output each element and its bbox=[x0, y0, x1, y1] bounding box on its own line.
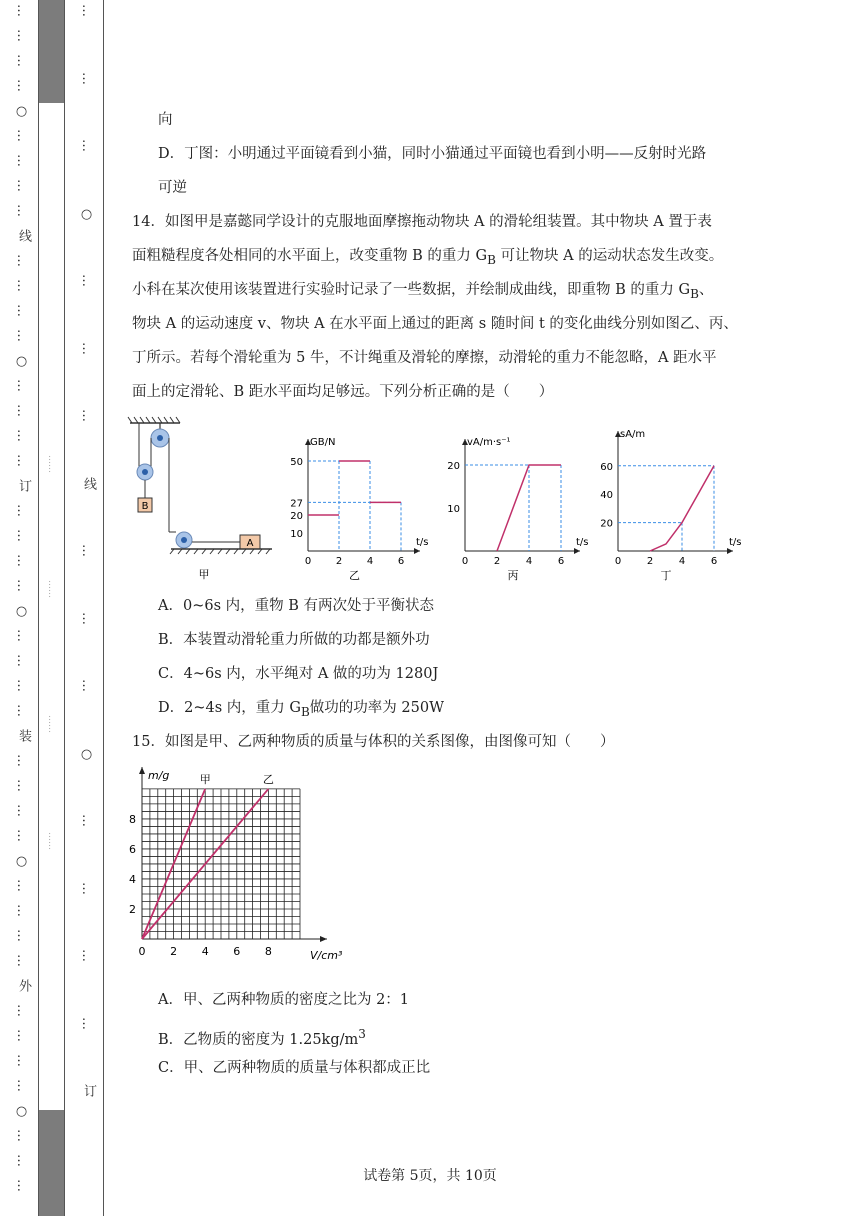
q15-option-b: B．乙物质的密度为 $1.25kg/m^3$ bbox=[158, 1027, 366, 1048]
x-tick-label: 2 bbox=[170, 945, 178, 958]
binding-mark: … bbox=[14, 1054, 29, 1067]
binding-mid-mark: …… bbox=[46, 580, 56, 598]
binding-mark: … bbox=[14, 79, 29, 92]
binding-mark: … bbox=[79, 544, 94, 557]
q14-option-a: A．0~6s 内，重物 B 有两次处于平衡状态 bbox=[158, 598, 434, 614]
y-tick-label: 10 bbox=[290, 529, 303, 540]
binding-mark: … bbox=[14, 429, 29, 442]
binding-mark: … bbox=[14, 929, 29, 942]
binding-margin bbox=[0, 0, 104, 1216]
binding-mark: 外 bbox=[16, 979, 31, 992]
x-axis-arrow bbox=[574, 548, 580, 554]
binding-mark: … bbox=[14, 1029, 29, 1042]
y-axis-label: m/g bbox=[148, 769, 170, 782]
q13-continuation: 向 bbox=[158, 112, 173, 128]
ceiling-hatch bbox=[128, 417, 180, 423]
binding-mid-mark: …… bbox=[46, 455, 56, 473]
binding-mark: … bbox=[14, 254, 29, 267]
chart-mass-volume bbox=[122, 762, 352, 974]
q13-option-d-line2: 可逆 bbox=[158, 180, 187, 196]
binding-mark: … bbox=[14, 1179, 29, 1192]
figure-jia-pulley bbox=[126, 415, 276, 580]
binding-mark: … bbox=[79, 679, 94, 692]
chart-title: 丁 bbox=[660, 569, 672, 582]
chart-title: 丙 bbox=[507, 569, 519, 582]
chart-title: 乙 bbox=[349, 569, 360, 582]
binding-mark: … bbox=[14, 1004, 29, 1017]
binding-mark: … bbox=[79, 881, 94, 895]
binding-mark: … bbox=[14, 4, 29, 17]
binding-mark: … bbox=[14, 154, 29, 167]
x-axis-label: t/s bbox=[576, 537, 589, 548]
binding-mark: … bbox=[14, 504, 29, 517]
y-tick-label: 50 bbox=[290, 457, 303, 468]
y-tick-label: 8 bbox=[129, 812, 136, 826]
binding-mark: … bbox=[79, 341, 94, 355]
y-tick-label: 20 bbox=[447, 461, 460, 472]
binding-mark: … bbox=[14, 179, 29, 192]
y-axis-label: GB/N bbox=[310, 437, 336, 448]
x-tick-label: 6 bbox=[397, 556, 405, 567]
x-tick-label: 4 bbox=[525, 556, 533, 567]
q14-stem-line3: 小科在某次使用该装置进行实验时记录了一些数据，并绘制成曲线，即重物 B 的重力 $G_B$、 bbox=[132, 282, 714, 301]
q14-option-c: C．4~6s 内，水平绳对 A 做的功为 1280J bbox=[158, 666, 439, 682]
binding-mark: ○ bbox=[14, 354, 29, 369]
x-tick-label: 2 bbox=[493, 556, 501, 567]
x-tick-label: 2 bbox=[335, 556, 343, 567]
q14-stem-line5: 丁所示。若每个滑轮重为 5 牛，不计绳重及滑轮的摩擦，动滑轮的重力不能忽略，A 距水平 bbox=[132, 350, 717, 366]
binding-mark: ○ bbox=[79, 206, 94, 222]
chart-yi bbox=[283, 425, 428, 580]
series-label-jia: 甲 bbox=[199, 772, 211, 786]
y-tick-label: 4 bbox=[129, 872, 136, 886]
binding-mark: … bbox=[79, 611, 94, 625]
binding-mark: … bbox=[14, 279, 29, 292]
binding-mid-mark: …… bbox=[46, 832, 56, 850]
q14-stem-line4: 物块 A 的运动速度 v、物块 A 在水平面上通过的距离 s 随时间 t 的变化曲线分别如图乙、丙、 bbox=[132, 316, 738, 332]
q14-stem-line2: 面粗糙程度各处相同的水平面上，改变重物 B 的重力 $G_B$ 可让物块 A 的运动状态发生改变。 bbox=[132, 248, 724, 267]
binding-mark: … bbox=[14, 654, 29, 667]
page-footer: 试卷第 5页，共 10页 bbox=[363, 1168, 497, 1184]
y-tick-label: 20 bbox=[290, 511, 303, 522]
binding-mark: … bbox=[79, 274, 94, 287]
binding-line-1 bbox=[38, 0, 39, 1216]
binding-mark: 线 bbox=[81, 476, 96, 490]
binding-mark: … bbox=[79, 814, 94, 827]
y-tick-label: 40 bbox=[600, 490, 613, 502]
binding-mark: … bbox=[14, 454, 29, 467]
binding-mark: 线 bbox=[16, 229, 31, 242]
binding-mark: … bbox=[14, 1154, 29, 1167]
x-tick-label: 2 bbox=[646, 556, 654, 567]
chart-bing bbox=[443, 425, 588, 580]
x-axis-arrow bbox=[414, 548, 420, 554]
q14-stem-line1: 14．如图甲是嘉懿同学设计的克服地面摩擦拖动物块 A 的滑轮组装置。其中物块 A 置于表 bbox=[132, 214, 712, 230]
binding-line-3 bbox=[103, 0, 104, 1216]
binding-mark: … bbox=[14, 1129, 29, 1142]
binding-mark: … bbox=[14, 579, 29, 592]
q15-option-a: A．甲、乙两种物质的密度之比为 2：1 bbox=[158, 992, 410, 1008]
binding-gray-bar-top bbox=[38, 0, 64, 103]
q15-option-c: C．甲、乙两种物质的质量与体积都成正比 bbox=[158, 1060, 431, 1076]
y-axis-arrow bbox=[139, 767, 145, 774]
y-axis-label: vA/m·s⁻¹ bbox=[467, 437, 511, 448]
binding-mark: … bbox=[14, 29, 29, 42]
binding-mark: … bbox=[14, 704, 29, 717]
y-tick-label: 27 bbox=[290, 498, 303, 510]
binding-mark: ○ bbox=[14, 854, 29, 869]
binding-mark: … bbox=[79, 1016, 94, 1030]
x-axis-label: t/s bbox=[416, 537, 429, 548]
q13-option-d-line1: D．丁图：小明通过平面镜看到小猫，同时小猫通过平面镜也看到小明——反射时光路 bbox=[158, 146, 707, 162]
binding-mark: … bbox=[79, 409, 94, 422]
binding-mark: … bbox=[79, 949, 94, 962]
binding-mark: 订 bbox=[81, 1084, 96, 1097]
binding-mark: ○ bbox=[14, 104, 29, 119]
x-tick-label: 4 bbox=[678, 556, 686, 567]
x-tick-label: 8 bbox=[264, 945, 272, 958]
x-axis-arrow bbox=[727, 548, 733, 554]
binding-mark: … bbox=[14, 804, 29, 817]
binding-mark: … bbox=[14, 879, 29, 892]
binding-mark: ○ bbox=[14, 604, 29, 619]
binding-mark: ○ bbox=[79, 746, 94, 762]
block-a-label: A bbox=[246, 538, 254, 549]
x-tick-label: 4 bbox=[366, 556, 374, 567]
binding-line-2 bbox=[64, 0, 65, 1216]
y-tick-label: 10 bbox=[447, 504, 460, 515]
binding-gray-bar-bottom bbox=[38, 1110, 64, 1216]
binding-mark: … bbox=[14, 904, 29, 917]
q15-stem: 15．如图是甲、乙两种物质的质量与体积的关系图像，由图像可知（ ） bbox=[132, 734, 615, 750]
binding-mark: … bbox=[14, 679, 29, 692]
binding-mark: … bbox=[14, 1079, 29, 1092]
binding-mark: … bbox=[14, 779, 29, 792]
binding-mark: … bbox=[79, 4, 94, 17]
binding-mark: … bbox=[14, 54, 29, 67]
binding-mark: … bbox=[14, 379, 29, 392]
x-tick-label: 4 bbox=[201, 945, 209, 958]
x-tick-label: 0 bbox=[614, 556, 622, 567]
binding-mark: … bbox=[79, 71, 94, 85]
binding-mark: … bbox=[14, 529, 29, 542]
q14-option-d: D．2~4s 内，重力 $G_B$做功的功率为 250W bbox=[158, 700, 444, 719]
binding-mark: … bbox=[14, 404, 29, 417]
series-label-yi: 乙 bbox=[262, 772, 274, 786]
y-tick-label: 60 bbox=[600, 461, 613, 473]
binding-mark: … bbox=[14, 329, 29, 342]
y-tick-label: 20 bbox=[600, 518, 613, 530]
figure-jia-label: 甲 bbox=[198, 568, 210, 581]
q14-option-b: B．本装置动滑轮重力所做的功都是额外功 bbox=[158, 632, 430, 648]
block-b-label: B bbox=[141, 501, 149, 512]
page-content bbox=[126, 0, 746, 1216]
x-tick-label: 0 bbox=[304, 556, 312, 567]
binding-mark: … bbox=[14, 304, 29, 317]
binding-mark: 装 bbox=[16, 729, 31, 742]
binding-mark: … bbox=[14, 954, 29, 967]
x-axis-label: t/s bbox=[729, 537, 742, 548]
binding-mark: … bbox=[79, 139, 94, 152]
x-tick-label: 0 bbox=[138, 945, 146, 958]
binding-mark: … bbox=[14, 754, 29, 767]
x-tick-label: 0 bbox=[461, 556, 469, 567]
x-tick-label: 6 bbox=[557, 556, 565, 567]
x-tick-label: 6 bbox=[233, 945, 241, 958]
binding-mark: … bbox=[14, 829, 29, 842]
x-axis-label: V/cm³ bbox=[310, 949, 343, 962]
y-axis-label: sA/m bbox=[620, 429, 646, 440]
binding-mark: 订 bbox=[16, 479, 31, 492]
binding-mid-mark: …… bbox=[46, 715, 56, 733]
binding-mark: … bbox=[14, 629, 29, 642]
y-tick-label: 2 bbox=[129, 902, 136, 916]
y-tick-label: 6 bbox=[129, 842, 136, 856]
binding-mark: … bbox=[14, 554, 29, 567]
binding-mark: … bbox=[14, 204, 29, 217]
binding-mark: … bbox=[14, 129, 29, 142]
chart-ding bbox=[590, 418, 740, 580]
q14-stem-line6: 面上的定滑轮、B 距水平面均足够远。下列分析正确的是（ ） bbox=[132, 384, 554, 400]
x-axis-arrow bbox=[320, 936, 327, 942]
x-tick-label: 6 bbox=[710, 556, 718, 567]
binding-mark: ○ bbox=[14, 1104, 29, 1119]
